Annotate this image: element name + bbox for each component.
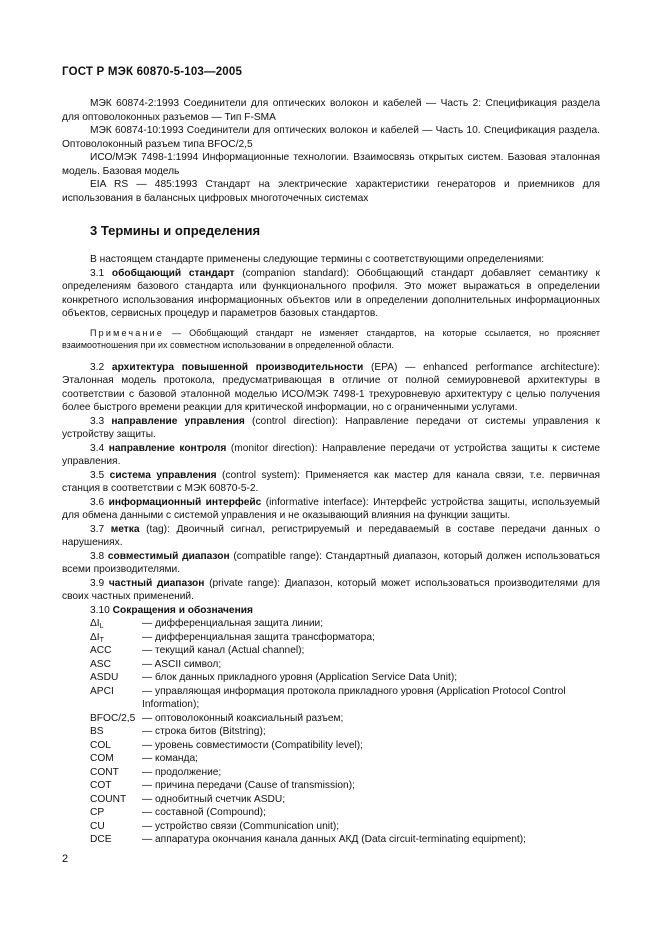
term-name: система управления <box>109 469 217 481</box>
abbreviation-code: ACC <box>90 645 112 656</box>
note-label: Примечание <box>90 327 165 338</box>
abbreviation-row <box>62 631 600 645</box>
abbreviation-row <box>62 685 600 712</box>
term-3-8 <box>62 550 600 577</box>
abbreviation-definition: — управляющая информация протокола прикладного уровня (Application Protocol Control Information); <box>142 685 566 710</box>
abbreviation-code <box>90 631 142 645</box>
term-name: направление контроля <box>108 442 227 454</box>
abbreviation-symbol: ΔI <box>90 631 100 643</box>
term-number: 3.1 <box>90 267 105 279</box>
term-number: 3.7 <box>90 523 105 535</box>
abbreviation-definition: — дифференциальная защита трансформатора; <box>142 631 375 643</box>
term-definition: (informative interface): Интерфейс устройства защиты, используемый для обмена данными с системой управления и не оказывающий влияния на функции защиты. <box>62 496 600 521</box>
term-definition: (tag): Двоичный сигнал, регистрируемый и передаваемый в составе передачи данных о нарушениях. <box>62 523 600 548</box>
abbreviation-row <box>62 712 600 726</box>
term-3-3 <box>62 415 600 442</box>
term-3-1 <box>62 267 600 321</box>
term-name: информационный интерфейс <box>108 496 262 508</box>
term-definition: (companion standard): Обобщающий стандарт добавляет семантику к определениям базового стандарта или функционального профиля. Это может выражаться в определении конкретного использования информационных объектов или в определении дополнительных информационных объектов, сервисных процедур и параметров базовых стандартов. <box>62 267 600 319</box>
term-name: архитектура повышенной производительности <box>111 361 364 373</box>
abbreviation-code: COUNT <box>90 793 127 805</box>
term-name: частный диапазон <box>108 577 205 589</box>
abbreviation-code: COL <box>90 739 111 751</box>
abbreviation-row <box>62 739 600 753</box>
abbreviation-code: BS <box>90 726 104 737</box>
term-name: направление управления <box>111 415 245 427</box>
abbreviation-definition: — блок данных прикладного уровня (Application Service Data Unit); <box>142 672 458 683</box>
abbreviation-row <box>62 806 600 820</box>
page-content <box>62 97 600 847</box>
term-3-7 <box>62 523 600 550</box>
term-number: 3.8 <box>90 550 105 562</box>
abbreviation-code: BFOC/2,5 <box>90 712 136 724</box>
abbreviations-heading: Сокращения и обозначения <box>112 604 253 616</box>
abbreviation-code: CU <box>90 820 105 832</box>
abbreviation-definition: — составной (Compound); <box>142 807 266 818</box>
abbreviation-definition: — дифференциальная защита линии; <box>142 618 324 629</box>
abbreviation-definition: — текущий канал (Actual channel); <box>142 645 305 656</box>
abbreviations-title <box>62 604 600 618</box>
abbreviations-list <box>62 617 600 847</box>
abbreviation-definition: — продолжение; <box>142 766 222 778</box>
abbreviation-row <box>62 779 600 793</box>
abbreviation-code: DCE <box>90 834 112 845</box>
reference-iso-7498-1: ИСО/МЭК 7498-1:1994 Информационные технологии. Взаимосвязь открытых систем. Базовая эталонная модель. Базовая модель <box>62 152 600 177</box>
abbreviation-definition: — оптоволоконный коаксиальный разъем; <box>142 712 344 724</box>
abbreviations-number: 3.10 <box>90 604 110 616</box>
abbreviation-row <box>62 658 600 672</box>
abbreviation-code: APCI <box>90 685 114 697</box>
term-number: 3.4 <box>90 442 105 454</box>
term-3-6 <box>62 496 600 523</box>
abbreviation-code: ASDU <box>90 672 119 683</box>
term-definition: (EPA) — enhanced performance architecture): Эталонная модель протокола, предусматривающая в отличие от полной семиуровневой архитектуры в соответствии с базовой эталонной моделью ИСО/МЭК 7498-1 трехуровневую архитектуру с целью получения более быстрого времени реакции для критической информации, но с ограниченными услугами. <box>62 361 600 413</box>
section-intro: В настоящем стандарте применены следующие термины с соответствующими определениями: <box>90 254 545 265</box>
term-number: 3.9 <box>90 577 105 589</box>
abbreviation-definition: — устройство связи (Communication unit); <box>142 820 340 832</box>
abbreviation-definition: — команда; <box>142 753 198 764</box>
abbreviation-code: COM <box>90 753 114 764</box>
abbreviation-definition: — однобитный счетчик ASDU; <box>142 793 286 805</box>
reference-iec-60874-2: МЭК 60874-2:1993 Соединители для оптических волокон и кабелей — Часть 2: Спецификация раздела для оптоволоконных разъемов — Тип F-SMA <box>62 98 600 123</box>
abbreviation-subscript: T <box>99 636 104 644</box>
term-name: совместимый диапазон <box>107 550 230 562</box>
abbreviation-row <box>62 725 600 739</box>
note <box>62 327 600 352</box>
abbreviation-definition: — причина передачи (Cause of transmission); <box>142 780 355 791</box>
abbreviation-row <box>62 833 600 847</box>
section-title: 3 Термины и определения <box>90 223 261 238</box>
term-number: 3.2 <box>90 361 105 373</box>
term-definition: (control system): Применяется как мастер для канала связи, т.е. первичная станция в соответствии с МЭК 60870-5-2. <box>62 469 600 494</box>
abbreviation-code <box>90 617 142 631</box>
abbreviation-row <box>62 793 600 807</box>
abbreviation-code: CONT <box>90 766 119 778</box>
term-number: 3.3 <box>90 415 105 427</box>
abbreviation-symbol: ΔI <box>90 618 100 629</box>
abbreviation-row <box>62 644 600 658</box>
term-definition: (control direction): Направление передачи от системы управления к устройству защиты. <box>62 415 600 440</box>
abbreviation-definition: — уровень совместимости (Compatibility level); <box>142 739 364 751</box>
term-3-2 <box>62 361 600 415</box>
term-number: 3.5 <box>90 469 105 481</box>
term-name: метка <box>110 523 140 535</box>
reference-eia-rs-485: EIA RS — 485:1993 Стандарт на электрические характеристики генераторов и приемников для использования в балансных цифровых многоточечных системах <box>62 179 600 204</box>
abbreviation-row <box>62 766 600 780</box>
abbreviation-definition: — аппаратура окончания канала данных АКД (Data circuit-terminating equipment); <box>142 834 526 845</box>
note-text: — Обобщающий стандарт не изменяет стандартов, на которые ссылается, но проясняет взаимоотношения при их совместном использовании в определенной области. <box>62 327 600 350</box>
document-header: ГОСТ Р МЭК 60870-5-103—2005 <box>62 66 243 78</box>
page-number: 2 <box>62 853 69 865</box>
term-definition: (private range): Диапазон, который может использоваться производителями для своих частных применений. <box>62 577 600 602</box>
term-3-5 <box>62 469 600 496</box>
abbreviation-code: COT <box>90 780 112 791</box>
term-name: обобщающий стандарт <box>111 267 235 279</box>
term-definition: (monitor direction): Направление передачи от устройства защиты к системе управления. <box>62 442 600 467</box>
abbreviation-subscript: L <box>99 623 104 630</box>
abbreviation-definition: — ASCII символ; <box>142 658 222 670</box>
term-3-4 <box>62 442 600 469</box>
abbreviation-row <box>62 617 600 631</box>
term-definition: (compatible range): Стандартный диапазон, который должен использоваться всеми производителями. <box>62 550 600 575</box>
abbreviation-row <box>62 671 600 685</box>
term-number: 3.6 <box>90 496 105 508</box>
abbreviation-row <box>62 820 600 834</box>
abbreviation-code: CP <box>90 807 105 818</box>
abbreviation-code: ASC <box>90 658 111 670</box>
abbreviation-row <box>62 752 600 766</box>
abbreviation-definition: — строка битов (Bitstring); <box>142 726 266 737</box>
reference-iec-60874-10: МЭК 60874-10:1993 Соединители для оптических волокон и кабелей — Часть 10. Спецификация раздела. Оптоволоконный разъем типа BFOC/2,5 <box>62 125 600 150</box>
term-3-9 <box>62 577 600 604</box>
